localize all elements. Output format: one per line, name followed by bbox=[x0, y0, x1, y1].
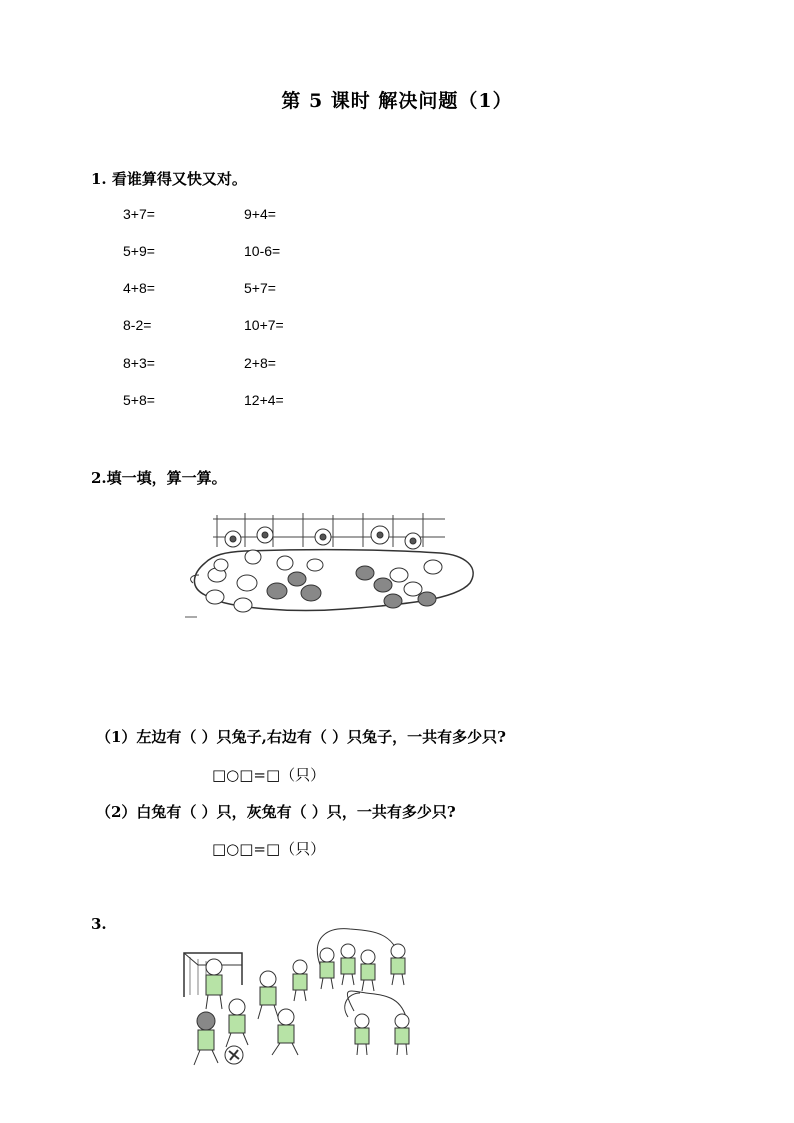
question-3-heading: 3. bbox=[91, 915, 107, 933]
equation-left-6: 5+8= bbox=[123, 392, 155, 408]
equation-right-6: 12+4= bbox=[244, 392, 284, 408]
equation-left-3: 4+8= bbox=[123, 280, 155, 296]
question-1-heading: 1. 看谁算得又快又对。 bbox=[91, 170, 247, 188]
question-2-formula-2: □○□=□（只） bbox=[212, 840, 326, 858]
question-2-formula-1: □○□=□（只） bbox=[212, 766, 326, 784]
question-2-part-1: （1）左边有（ ）只兔子,右边有（ ）只兔子，一共有多少只? bbox=[96, 728, 506, 746]
question-2-heading: 2.填一填，算一算。 bbox=[91, 469, 227, 487]
equation-left-1: 3+7= bbox=[123, 206, 155, 222]
question-2-part-2: （2）白兔有（ ）只，灰兔有（ ）只，一共有多少只? bbox=[96, 803, 456, 821]
equation-right-3: 5+7= bbox=[244, 280, 276, 296]
equation-left-4: 8-2= bbox=[123, 317, 152, 333]
equation-right-1: 9+4= bbox=[244, 206, 276, 222]
equation-left-5: 8+3= bbox=[123, 355, 155, 371]
equation-right-5: 2+8= bbox=[244, 355, 276, 371]
page-title: 第 5 课时 解决问题（1） bbox=[281, 90, 513, 112]
equation-right-4: 10+7= bbox=[244, 317, 284, 333]
children-playing-illustration bbox=[180, 925, 430, 1075]
equation-right-2: 10-6= bbox=[244, 243, 281, 259]
rabbits-illustration bbox=[185, 505, 480, 620]
equation-left-2: 5+9= bbox=[123, 243, 155, 259]
